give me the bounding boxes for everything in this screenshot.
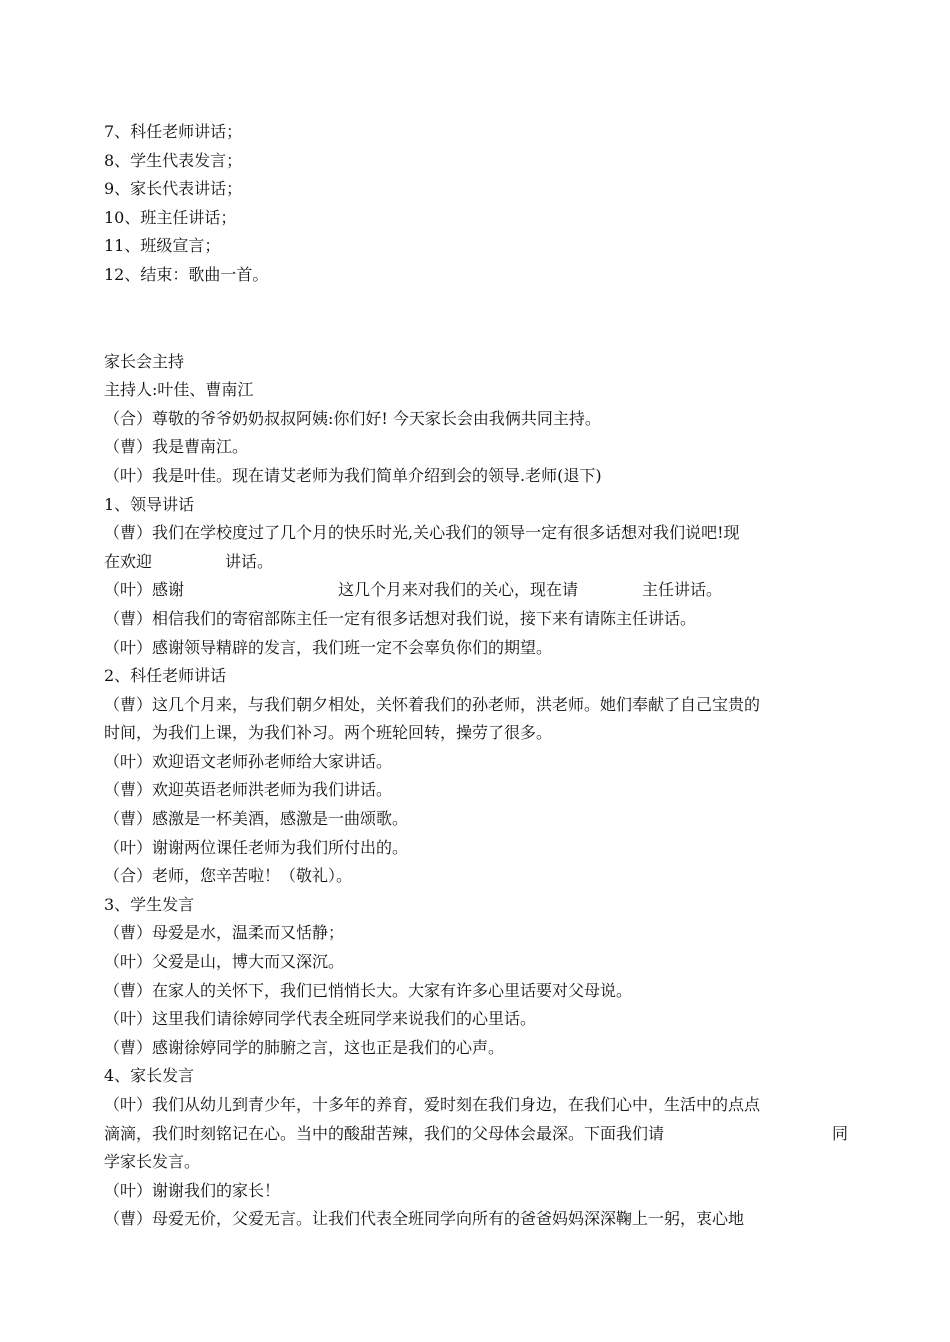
script-text: （曹）这几个月来，与我们朝夕相处，关怀着我们的孙老师，洪老师。她们奉献了自己宝贵的 — [104, 694, 761, 714]
script-line — [104, 1091, 848, 1120]
script-text: （叶）感谢 — [104, 580, 185, 600]
script-text: 同 — [831, 1123, 848, 1143]
script-line: （曹）在家人的关怀下，我们已悄悄长大。大家有许多心里话要对父母说。 — [104, 980, 633, 1000]
agenda-list — [104, 118, 848, 290]
agenda-item: 11、班级宣言； — [104, 236, 221, 256]
script-line — [104, 548, 848, 577]
script-line: （曹）母爱是水，温柔而又恬静； — [104, 923, 345, 943]
script-line: （叶）这里我们请徐婷同学代表全班同学来说我们的心里话。 — [104, 1009, 537, 1029]
script-line — [104, 576, 848, 605]
script-text: 这几个月来对我们的关心，现在请 — [338, 580, 579, 600]
script-line: （叶）谢谢两位课任老师为我们所付出的。 — [104, 837, 409, 857]
agenda-item: 10、班主任讲话； — [104, 207, 237, 227]
hosts-line: 主持人:叶佳、曹南江 — [104, 380, 254, 400]
section-heading: 1、领导讲话 — [104, 494, 195, 514]
script-line — [104, 519, 848, 548]
script-line: （叶）我是叶佳。现在请艾老师为我们简单介绍到会的领导.老师(退下) — [104, 465, 602, 485]
script-line — [104, 691, 848, 720]
script-line: （叶）欢迎语文老师孙老师给大家讲话。 — [104, 751, 393, 771]
section-title: 家长会主持 — [104, 351, 185, 371]
section-heading: 4、家长发言 — [104, 1066, 195, 1086]
document-page — [104, 118, 848, 1234]
script-line: （合）尊敬的爷爷奶奶叔叔阿姨:你们好! 今天家长会由我俩共同主持。 — [104, 408, 601, 428]
script-line: （曹）感谢徐婷同学的肺腑之言，这也正是我们的心声。 — [104, 1037, 505, 1057]
script-line: 时间，为我们上课，为我们补习。两个班轮回转，操劳了很多。 — [104, 723, 553, 743]
section-heading: 3、学生发言 — [104, 894, 195, 914]
agenda-item: 9、家长代表讲话； — [104, 179, 243, 199]
script-line: （叶）父爱是山，博大而又深沉。 — [104, 952, 345, 972]
script-text: 主任讲话。 — [642, 580, 723, 600]
script-text: 讲话。 — [225, 551, 274, 571]
script-text: 在欢迎 — [104, 551, 153, 571]
script-line: （合）老师，您辛苦啦！（敬礼）。 — [104, 866, 353, 886]
script-text: （曹）母爱无价，父爱无言。让我们代表全班同学向所有的爸爸妈妈深深鞠上一躬，衷心地 — [104, 1209, 745, 1229]
agenda-item: 8、学生代表发言； — [104, 150, 243, 170]
script-text: （曹）我们在学校度过了几个月的快乐时光,关心我们的领导一定有很多话想对我们说吧!现 — [104, 523, 740, 543]
script-line: （叶）感谢领导精辟的发言，我们班一定不会辜负你们的期望。 — [104, 637, 553, 657]
script-text: （叶）我们从幼儿到青少年，十多年的养育，爱时刻在我们身边，在我们心中，生活中的点点 — [104, 1095, 761, 1114]
section-heading: 2、科任老师讲话 — [104, 666, 227, 686]
script-line: （曹）欢迎英语老师洪老师为我们讲话。 — [104, 780, 393, 800]
script-text: 滴滴，我们时刻铭记在心。当中的酸甜苦辣，我们的父母体会最深。下面我们请 — [104, 1123, 665, 1143]
script-line — [104, 1120, 848, 1149]
script-line: （叶）谢谢我们的家长！ — [104, 1180, 281, 1200]
agenda-item: 7、科任老师讲话； — [104, 122, 243, 141]
script-line: （曹）相信我们的寄宿部陈主任一定有很多话想对我们说，接下来有请陈主任讲话。 — [104, 608, 697, 628]
agenda-item: 12、结束：歌曲一首。 — [104, 264, 269, 284]
script-line: （曹）我是曹南江。 — [104, 437, 249, 457]
script-line: （曹）感激是一杯美酒，感激是一曲颂歌。 — [104, 809, 409, 829]
script-line: 学家长发言。 — [104, 1152, 201, 1172]
script-line — [104, 1205, 848, 1234]
